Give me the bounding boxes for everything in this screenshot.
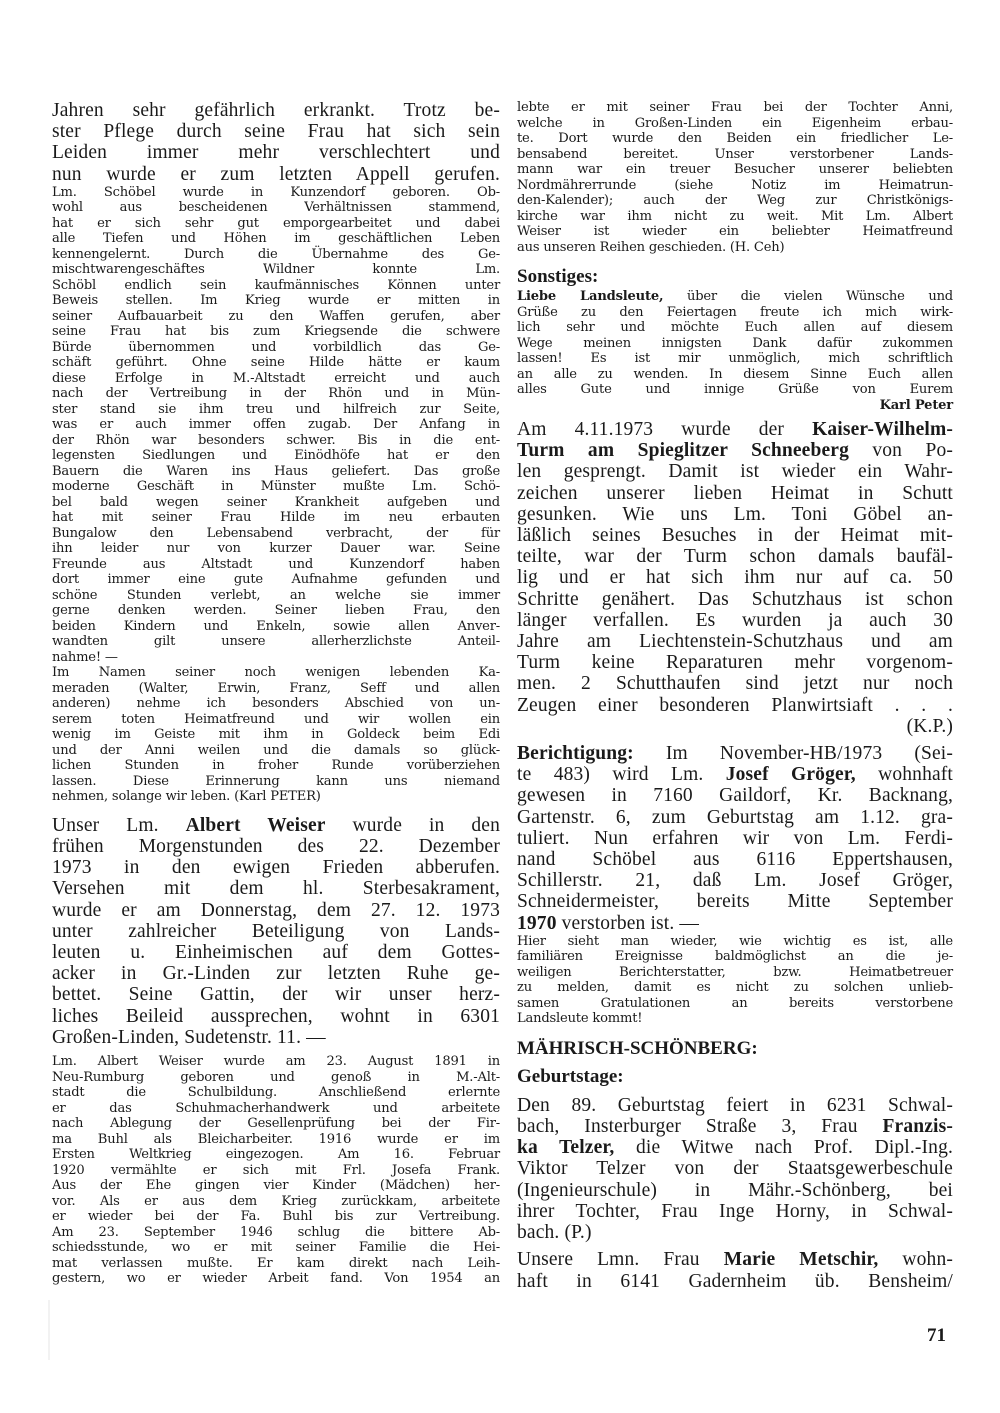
text-line: Schneidermeister, bereits Mitte September [517, 891, 953, 913]
text-line: kirche war ihm nicht zu weit. Mit Lm. Albert [517, 208, 953, 224]
text-line: kennengelernt. Durch die Übernahme des Ge- [52, 246, 500, 262]
page-number: 71 [927, 1325, 946, 1346]
text-line: er das Schuhmacherhandwerk und arbeitete [52, 1100, 500, 1116]
text-line: nahme! — [52, 649, 118, 665]
scan-artifact [48, 1300, 50, 1360]
text-line: serem toten Heimatfreund und wir wollen ein [52, 711, 500, 727]
text-line: Schillerstr. 21, daß Lm. Josef Gröger, [517, 870, 953, 892]
text-run: die Witwe nach Prof. Dipl.-Ing. [614, 1137, 953, 1159]
article-weiser-continued [517, 100, 953, 255]
text-run: Am 4.11.1973 wurde der [517, 419, 813, 440]
article-telzer-birthday [517, 1095, 953, 1243]
text-line: wohl aus bescheidenen Verhältnissen stammend, [52, 200, 500, 216]
text-run: te 483) wird Lm. [517, 764, 726, 786]
text-line [517, 913, 953, 934]
text-line: stadt die Schulbildung. Anschließend erlernte [52, 1085, 500, 1101]
text-line: lich sehr und möchte Euch allen auf diesem [517, 320, 953, 335]
section-heading-sonstiges: Sonstiges: [517, 266, 599, 287]
text-line: ster Pflege durch seine Frau hat sich sein [52, 121, 500, 143]
text-line: Am 23. September 1946 schlug die bittere Ab- [52, 1224, 500, 1240]
name-josef-groeger: Josef Gröger, [725, 764, 856, 786]
text-line: familiären Ereignisse baldmöglichst an die je- [517, 949, 953, 965]
text-line: Freunde aus Altstadt und Kunzendorf haben [52, 556, 500, 572]
text-line: 1920 vermählte er sich mit Frl. Josefa Frank. [52, 1162, 500, 1178]
text-line: Landsleute kommt! [517, 1011, 643, 1027]
text-line: mischtwarengeschäftes Wildner konnte Lm. [52, 262, 500, 278]
text-line: hat mit seiner Frau Hilde im neu erbauten [52, 510, 500, 526]
text-line: Schöbl endlich sein kaufmännisches Können unter [52, 277, 500, 293]
text-line: Lm. Schöbel wurde in Kunzendorf geboren. Ob- [52, 184, 500, 200]
text-line [517, 440, 953, 461]
text-line: diese Erfolge in M.-Altstadt erreicht und auch [52, 370, 500, 386]
text-run: Franzis- [882, 1116, 953, 1138]
text-line: schäft geführt. Ohne seine Hilde hätte er kaum [52, 355, 500, 371]
text-line: bel bald wegen seiner Krankheit aufgeben und [52, 494, 500, 510]
text-line: men. 2 Schutthaufen sind jetzt nur noch [517, 673, 953, 695]
text-line: Aus der Ehe gingen vier Kinder (Mädchen) her- [52, 1178, 500, 1194]
berichtigung-label: Berichtigung: [517, 743, 634, 765]
text-line: tuliert. Nun erfahren wir von Lm. Ferdi- [517, 827, 953, 849]
text-line [52, 815, 500, 836]
text-line: Hier sieht man wieder, wie wichtig es ist, alle [517, 933, 953, 949]
text-line [517, 1116, 953, 1137]
text-line: nach Ablegung der Gesellenprüfung bei der Fir- [52, 1116, 500, 1132]
text-run: über die vielen Wünsche und [663, 289, 953, 304]
text-line: Gartenstr. 6, zum Geburtstag am 1.12. gra- [517, 806, 953, 828]
left-column [52, 100, 500, 1287]
text-run: 1970 [517, 912, 557, 934]
text-line: Wege meinen innigsten Dank dafür zukommen [517, 335, 953, 351]
text-line: und der Anni weilen und die damals so glück- [52, 742, 500, 758]
name-marie-metschir: Marie Metschir, [723, 1249, 879, 1271]
text-line: lig und er hat sich ihm nur auf ca. 50 [517, 567, 953, 589]
right-column [517, 100, 953, 1292]
text-line: gerne denken werden. Seiner lieben Frau, den [52, 603, 500, 619]
text-line: alles Gute und innige Grüße von Eurem [517, 382, 953, 397]
text-line: Schritte genähert. Das Schutzhaus ist schon [517, 588, 953, 610]
text-line [517, 1249, 953, 1270]
text-run: wohnhaft [855, 764, 953, 786]
text-line: lassen! Es ist mir unmöglich, mich schriftlich [517, 351, 953, 366]
text-line: teilte, war der Turm schon damals baufäl- [517, 546, 953, 568]
text-line: Großen-Linden, Sudetenstr. 11. — [52, 1026, 326, 1048]
text-line: bach. (P.) [517, 1222, 592, 1244]
text-line: schöne Stunden verlebt, an welche sie immer [52, 587, 500, 603]
text-line: Nordmährerrunde (siehe Notiz im Heimatrun- [517, 177, 953, 193]
text-line: wurde er am Donnerstag, dem 27. 12. 1973 [52, 899, 500, 921]
text-line [517, 1137, 953, 1158]
text-line: schiedsstunde, wo er mit seiner Familie die Hei- [52, 1240, 500, 1256]
text-line: der Rhön war besonders schwer. Bis in die ent- [52, 432, 500, 448]
article-kaiser-wilhelm-turm [517, 419, 953, 737]
signature-karl-peter: Karl Peter [879, 397, 953, 413]
text-line: te. Dort wurde den Beiden ein friedlicher Le- [517, 131, 953, 146]
text-line: frühen Morgenstunden des 22. Dezember [52, 836, 500, 858]
text-line: Turm keine Reparaturen mehr vorgenom- [517, 652, 953, 674]
text-line: unter zahlreicher Beteiligung von Lands- [52, 920, 500, 942]
text-line: Jahre am Liechtenstein-Schutzhaus und am [517, 631, 953, 653]
text-line: gesunken. Wie uns Lm. Toni Göbel an- [517, 503, 953, 525]
text-line: gestern, wo er wieder Arbeit fand. Von 1954 an [52, 1271, 500, 1287]
text-line: zeichen unserer lieben Heimat in Schutt [517, 482, 953, 504]
text-line: (Ingenieurschule) in Mähr.-Schönberg, bei [517, 1179, 953, 1201]
text-line: bettet. Seine Gattin, der wir unser herz- [52, 984, 500, 1006]
text-line: welche in Großen-Linden ein Eigenheim erbau- [517, 115, 953, 131]
text-run: wohn- [878, 1249, 953, 1271]
text-line [517, 743, 953, 764]
text-line: nand Schöbel aus 6116 Eppertshausen, [517, 849, 953, 871]
article-metschir [517, 1249, 953, 1291]
text-line: an alle zu wenden. In diesem Sinne Euch allen [517, 366, 953, 382]
text-line: ster stand sie ihm treu und hilfreich zur Seite, [52, 401, 500, 417]
text-line: seiner Aufbauarbeit zu den Waffen gerufen, aber [52, 308, 500, 324]
text-line: Bungalow den Lebensabend verbracht, der für [52, 525, 500, 541]
text-line: Im Namen seiner noch wenigen lebenden Ka- [52, 665, 500, 681]
text-line: beiden Kindern und Enkeln, sowie allen Anver- [52, 618, 500, 634]
text-line: Leiden immer mehr verschlechtert und [52, 142, 500, 164]
text-line: liches Beileid aussprechen, wohnt in 6301 [52, 1005, 500, 1027]
text-line [517, 289, 953, 305]
text-line [517, 419, 953, 440]
text-run: wurde in den [325, 814, 500, 836]
text-line: läßlich seines Besuches in der Heimat mit- [517, 525, 953, 547]
text-line: was er auch immer offen zugab. Der Anfang in [52, 417, 500, 433]
text-run: ka Telzer, [517, 1137, 615, 1159]
name-albert-weiser: Albert Weiser [185, 814, 326, 836]
text-line: hat er sich sehr gut emporgearbeitet und dabei [52, 215, 500, 231]
text-line: mann war ein treuer Besucher unserer beliebten [517, 162, 953, 177]
text-line: Beweis stellen. Im Krieg wurde er mitten in [52, 293, 500, 309]
text-line: Grüße zu den Feiertagen freute ich mich wirk- [517, 304, 953, 320]
text-line: Ersten Weltkrieg eingezogen. Am 16. Februar [52, 1147, 500, 1163]
article-schoebel-biography [52, 185, 500, 666]
text-line: acker in Gr.-Linden zur letzten Ruhe ge- [52, 963, 500, 985]
text-line: lassen. Diese Erinnerung kann uns niemand [52, 773, 500, 789]
text-line: Bauern die Waren ins Haus geliefert. Das große [52, 463, 500, 479]
text-line: Weiser ist wieder ein beliebter Heimatfreund [517, 224, 953, 239]
text-line: Den 89. Geburtstag feiert in 6231 Schwal- [517, 1094, 953, 1116]
text-line: länger verfallen. Es wurden ja auch 30 [517, 609, 953, 631]
article-hinweis [517, 934, 953, 1027]
text-line: Bürde übernommen und vorbildlich das Ge- [52, 339, 500, 355]
text-line: vor. Als er aus dem Krieg zurückkam, arbeitete [52, 1193, 500, 1209]
text-line: wandten gilt unsere allerherzlichste Anteil- [52, 634, 500, 650]
text-run: bach, Insterburger Straße 3, Frau [517, 1116, 883, 1138]
text-line: alle Tiefen und Höhen im geschäftlichen Leben [52, 231, 500, 247]
text-line: Neu-Rumburg geboren und genoß in M.-Alt- [52, 1069, 500, 1085]
article-schoebel-farewell [52, 665, 500, 805]
article-berichtigung [517, 743, 953, 934]
text-line: er wieder bei der Fa. Buhl bis zur Vertreibung. [52, 1209, 500, 1225]
sub-heading-geburtstage: Geburtstage: [517, 1065, 624, 1087]
text-run: verstorben ist. — [556, 912, 700, 934]
text-line: ihn leider nur von kurzer Dauer war. Seine [52, 541, 500, 557]
section-heading-maehrisch-schoenberg: MÄHRISCH-SCHÖNBERG: [517, 1037, 758, 1059]
text-line: Viktor Telzer von der Staatsgewerbeschule [517, 1158, 953, 1180]
article-weiser-biography [52, 1054, 500, 1287]
text-line: dort immer eine gute Aufnahme gefunden und [52, 572, 500, 588]
text-run: Unsere Lmn. Frau [517, 1249, 724, 1271]
text-line: seine Frau hat bis zum Kriegsende die schwere [52, 324, 500, 340]
text-run: Liebe Landsleute, [517, 289, 664, 304]
text-line: Lm. Albert Weiser wurde am 23. August 1891 in [52, 1054, 500, 1070]
text-line: bensabend bereitet. Unser verstorbener Lands- [517, 146, 953, 162]
text-line: lichen Stunden in froher Runde vorüberziehen [52, 758, 500, 774]
text-line: 1973 in den ewigen Frieden abberufen. [52, 857, 500, 879]
signature-kp: (K.P.) [906, 715, 953, 737]
text-run: von Po- [849, 440, 953, 462]
text-line: legensten Siedlungen und Einödhöfe hat er den [52, 448, 500, 464]
text-line: nun wurde er zum letzten Appell gerufen. [52, 163, 500, 185]
text-line: wenig im Geiste mit ihm in Goldeck beim Edi [52, 727, 500, 743]
text-line: samen Gratulationen an bereits verstorbene [517, 995, 953, 1011]
text-line: ihrer Tochter, Frau Inge Horny, in Schwal- [517, 1200, 953, 1222]
text-line: weiligen Berichterstatter, bzw. Heimatbetreuer [517, 964, 953, 980]
text-line [517, 764, 953, 785]
text-line: den-Kalender); auch der Weg zur Christkönigs- [517, 193, 953, 208]
text-line: ma Buhl als Bleicharbeiter. 1916 wurde er im [52, 1131, 500, 1147]
article-weiser-obituary [52, 815, 500, 1048]
article-liebe-landsleute [517, 289, 953, 413]
text-line: anderen) nehme ich besonders Abschied von un- [52, 696, 500, 712]
text-run: Im November-HB/1973 (Sei- [633, 743, 953, 765]
text-line: aus unseren Reihen geschieden. (H. Ceh) [517, 239, 785, 255]
text-line: meraden (Walter, Erwin, Franz, Seff und allen [52, 680, 500, 696]
text-line: gewesen in 7160 Gaildorf, Kr. Backnang, [517, 785, 953, 807]
text-line: nehmen, solange wir leben. (Karl PETER) [52, 789, 321, 805]
text-run: Turm am Spieglitzer Schneeberg [517, 440, 849, 462]
text-line: mat verlassen mußte. Er kam direkt nach Leih- [52, 1255, 500, 1271]
article-schoebel-intro [52, 100, 500, 185]
text-run: Kaiser-Wilhelm- [812, 419, 953, 440]
text-line: Versehen mit dem hl. Sterbesakrament, [52, 878, 500, 900]
text-line: len gesprengt. Damit ist wieder ein Wahr- [517, 461, 953, 483]
text-run: Unser Lm. [52, 814, 186, 836]
text-line: haft in 6141 Gadernheim üb. Bensheim/ [517, 1270, 953, 1292]
text-line: Zeugen einer besonderen Planwirtsiaft . . . [517, 694, 953, 716]
text-line: Jahren sehr gefährlich erkrankt. Trotz be- [52, 100, 500, 121]
text-line: nach der Vertreibung in der Rhön und in Mün- [52, 386, 500, 402]
text-line: zu melden, damit es nicht zu solchen unlieb- [517, 980, 953, 996]
text-line: leuten u. Einheimischen auf dem Gottes- [52, 942, 500, 964]
text-line: lebte er mit seiner Frau bei der Tochter Anni, [517, 100, 953, 115]
text-line: moderne Geschäft in Münster mußte Lm. Schö- [52, 479, 500, 495]
